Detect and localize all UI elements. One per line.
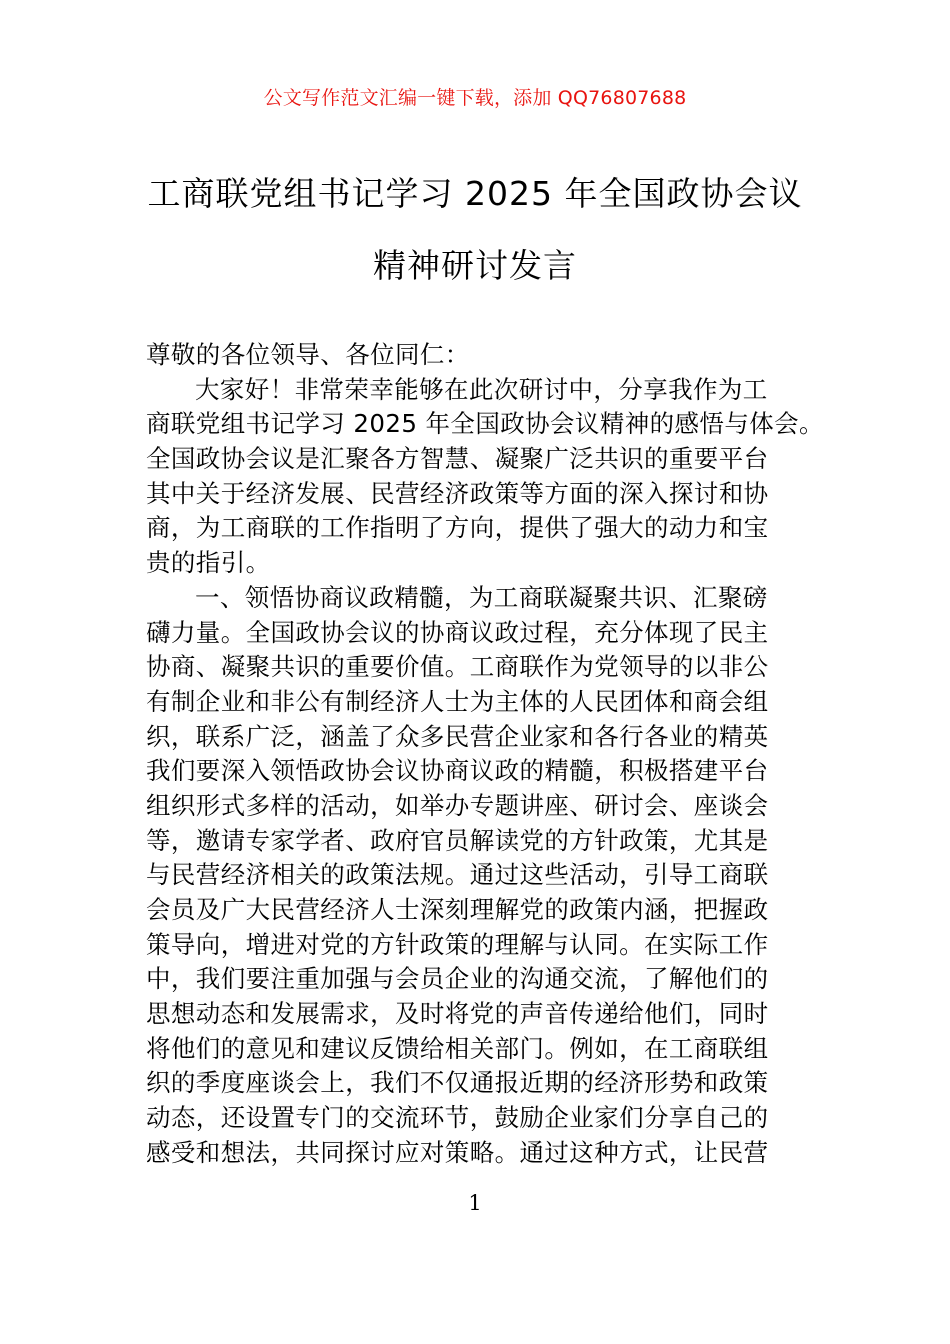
body-line: 织，联系广泛，涵盖了众多民营企业家和各行各业的精英 xyxy=(146,721,769,751)
body-line: 贵的指引。 xyxy=(146,548,271,578)
body-line: 商联党组书记学习 2025 年全国政协会议精神的感悟与体会。 xyxy=(146,409,824,439)
document-title-line-1: 工商联党组书记学习 2025 年全国政协会议 xyxy=(147,174,803,213)
page-number: 1 xyxy=(468,1191,482,1215)
body-line: 思想动态和发展需求，及时将党的声音传递给他们，同时 xyxy=(146,999,769,1029)
body-line: 等，邀请专家学者、政府官员解读党的方针政策，尤其是 xyxy=(146,825,769,855)
body-line: 感受和想法，共同探讨应对策略。通过这种方式，让民营 xyxy=(146,1137,769,1167)
body-line: 商，为工商联的工作指明了方向，提供了强大的动力和宝 xyxy=(146,513,769,543)
download-notice: 公文写作范文汇编一键下载，添加 QQ76807688 xyxy=(263,87,687,109)
body-line: 织的季度座谈会上，我们不仅通报近期的经济形势和政策 xyxy=(146,1068,769,1098)
body-line: 礴力量。全国政协会议的协商议政过程，充分体现了民主 xyxy=(146,617,769,647)
document-title-line-2: 精神研讨发言 xyxy=(373,246,577,285)
body-line: 动态，还设置专门的交流环节，鼓励企业家们分享自己的 xyxy=(146,1103,769,1133)
body-line: 将他们的意见和建议反馈给相关部门。例如，在工商联组 xyxy=(146,1033,769,1063)
section-heading-line: 一、领悟协商议政精髓，为工商联凝聚共识、汇聚磅 xyxy=(195,582,768,612)
body-line: 其中关于经济发展、民营经济政策等方面的深入探讨和协 xyxy=(146,478,769,508)
body-line: 与民营经济相关的政策法规。通过这些活动，引导工商联 xyxy=(146,860,769,890)
body-line: 策导向，增进对党的方针政策的理解与认同。在实际工作 xyxy=(146,929,769,959)
body-line: 会员及广大民营经济人士深刻理解党的政策内涵，把握政 xyxy=(146,895,769,924)
body-line: 我们要深入领悟政协会议协商议政的精髓，积极搭建平台 xyxy=(146,756,769,786)
document-body xyxy=(146,338,826,1171)
body-line: 全国政协会议是汇聚各方智慧、凝聚广泛共识的重要平台 xyxy=(146,444,769,474)
body-line: 组织形式多样的活动，如举办专题讲座、研讨会、座谈会 xyxy=(146,790,769,820)
salutation: 尊敬的各位领导、各位同仁： xyxy=(146,340,470,369)
body-line: 中，我们要注重加强与会员企业的沟通交流，了解他们的 xyxy=(146,964,769,994)
body-line: 有制企业和非公有制经济人士为主体的人民团体和商会组 xyxy=(146,686,769,716)
body-line: 大家好！非常荣幸能够在此次研讨中，分享我作为工 xyxy=(195,374,768,404)
body-line: 协商、凝聚共识的重要价值。工商联作为党领导的以非公 xyxy=(146,652,769,682)
